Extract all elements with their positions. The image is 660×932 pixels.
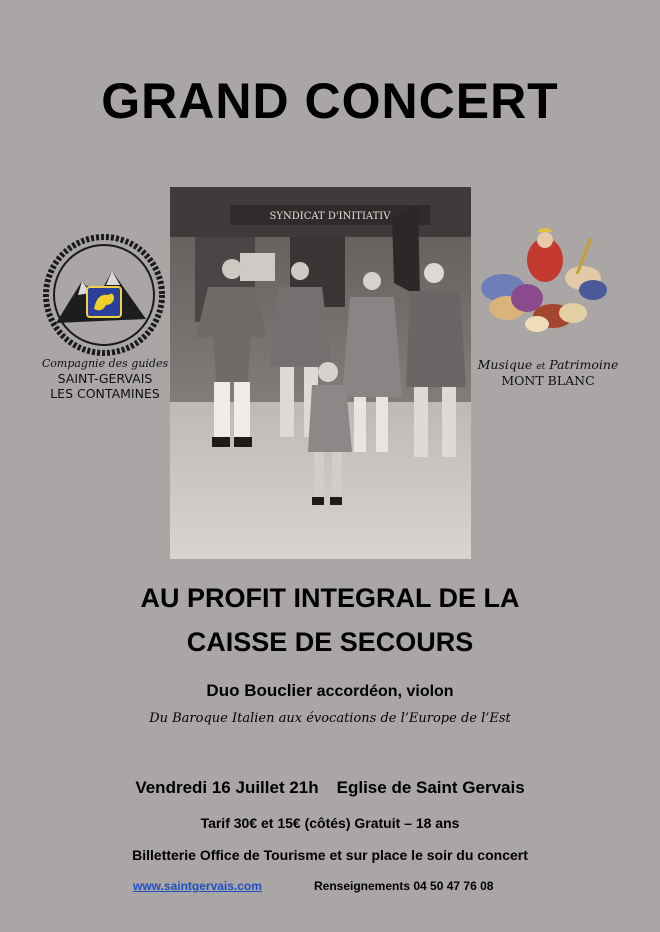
musique-word: Musique xyxy=(477,357,533,372)
photo-sign-text: SYNDICAT D'INITIATIV xyxy=(269,211,391,222)
poster-title: GRAND CONCERT xyxy=(101,73,559,129)
performers-line xyxy=(0,681,660,701)
headline-line-2: CAISSE DE SECOURS xyxy=(186,627,474,657)
historical-photo xyxy=(170,187,471,559)
musique-patrimoine-script xyxy=(468,357,628,372)
performers-instruments: accordéon, violon xyxy=(312,683,454,700)
guides-logo-name-line1: SAINT-GERVAIS xyxy=(57,371,153,386)
et-word: et xyxy=(536,362,546,372)
mont-blanc-label: MONT BLANC xyxy=(501,373,595,388)
program-subtitle: Du Baroque Italien aux évocations de l’Europe de l’Est xyxy=(149,711,511,726)
headline-line-1: AU PROFIT INTEGRAL DE LA xyxy=(140,583,520,613)
guides-logo-name xyxy=(35,371,175,401)
performers-name: Duo Bouclier xyxy=(206,681,313,700)
website-link[interactable]: www.saintgervais.com xyxy=(133,879,262,893)
pricing-line: Tarif 30€ et 15€ (côtés) Gratuit – 18 ans xyxy=(200,815,460,831)
guides-logo-script: Compagnie des guides xyxy=(41,357,169,370)
event-date-time: Vendredi 16 Juillet 21h xyxy=(135,778,319,797)
patrimoine-word: Patrimoine xyxy=(549,357,619,372)
contact-info: Renseignements 04 50 47 76 08 xyxy=(314,879,494,893)
ticketing-line: Billetterie Office de Tourisme et sur place le soir du concert xyxy=(132,847,528,863)
event-line xyxy=(0,778,660,798)
guides-logo-name-line2: LES CONTAMINES xyxy=(50,386,160,401)
event-venue: Eglise de Saint Gervais xyxy=(336,778,525,797)
